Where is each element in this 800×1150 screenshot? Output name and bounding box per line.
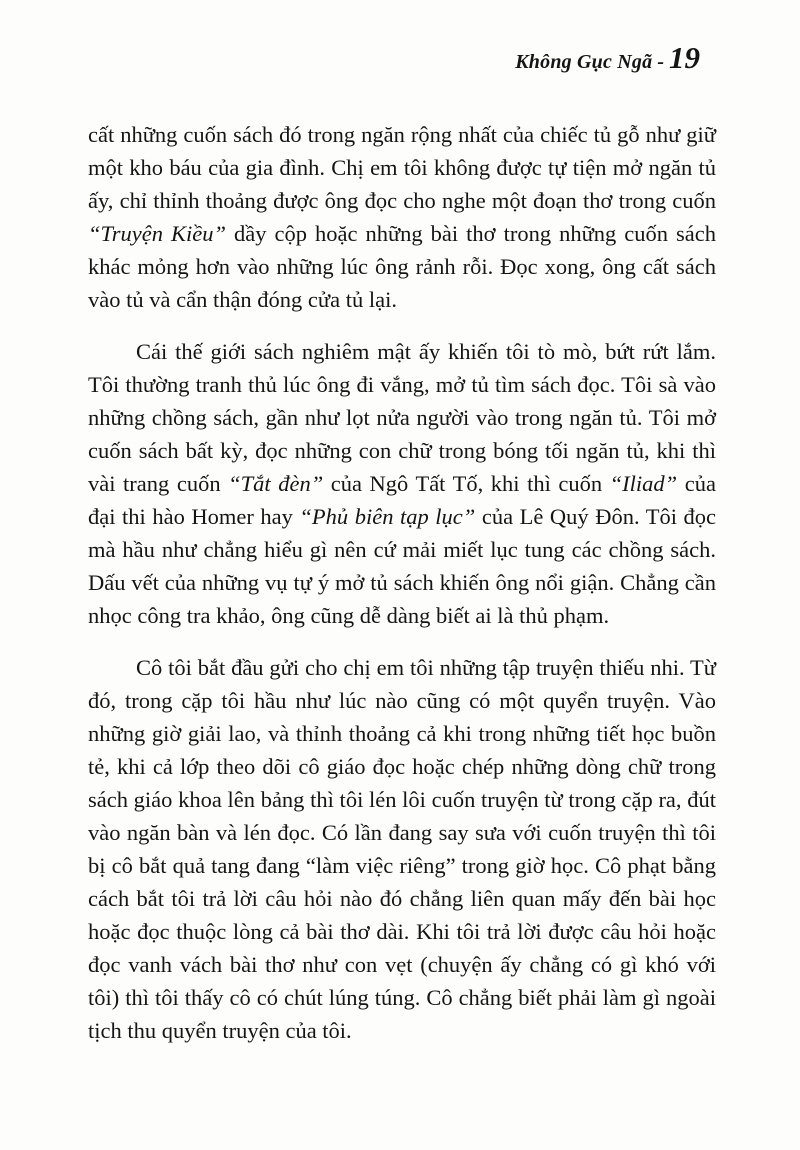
paragraph-1-text: dầy cộp hoặc những bài thơ trong những cuốn sách khác mỏng hơn vào những lúc ông rảnh rỗi. Đọc xong, ông cất sách vào tủ và cẩn thận đóng cửa tủ lại. xyxy=(88,221,716,312)
paragraph-2-text: của Lê Quý Đôn. Tôi đọc mà hầu như chẳng hiểu gì nên cứ mải miết lục tung các chồng sách. Dấu vết của những vụ tự ý mở tủ sách khiến ông nổi giận. Chẳng cần nhọc công tra khảo, ông cũng dễ dàng biết ai là thủ phạm. xyxy=(88,504,716,628)
paragraph-3-text: Cô tôi bắt đầu gửi cho chị em tôi những tập truyện thiếu nhi. Từ đó, trong cặp tôi hầu như lúc nào cũng có một quyển truyện. Vào những giờ giải lao, và thỉnh thoảng cả khi trong những tiết học buồn tẻ, khi cả lớp theo dõi cô giáo đọc hoặc chép những dòng chữ trong sách giáo khoa lên bảng thì tôi lén lôi cuốn truyện từ trong cặp ra, đút vào ngăn bàn và lén đọc. Có lần đang say sưa với cuốn truyện thì tôi bị cô bắt quả tang đang “làm việc riêng” trong giờ học. Cô phạt bằng cách bắt tôi trả lời câu hỏi nào đó chẳng liên quan mấy đến bài học hoặc đọc thuộc lòng cả bài thơ dài. Khi tôi trả lời được câu hỏi hoặc đọc vanh vách bài thơ như con vẹt (chuyện ấy chẳng có gì khó với tôi) thì tôi thấy cô có chút lúng túng. Cô chẳng biết phải làm gì ngoài tịch thu quyển truyện của tôi. xyxy=(88,655,716,1043)
paragraph-2-text: của đại thi hào Homer hay xyxy=(88,471,716,529)
book-title-phu-bien-tap-luc: “Phủ biên tạp lục” xyxy=(299,504,476,529)
header-separator: - xyxy=(652,51,669,73)
paragraph-1-text: cất những cuốn sách đó trong ngăn rộng nhất của chiếc tủ gỗ như giữ một kho báu của gia đình. Chị em tôi không được tự tiện mở ngăn tủ ấy, chỉ thỉnh thoảng được ông đọc cho nghe một đoạn thơ trong cuốn xyxy=(88,122,716,213)
running-header xyxy=(515,40,700,76)
book-title-tat-den: “Tắt đèn” xyxy=(228,471,324,496)
page-body xyxy=(88,118,716,1066)
running-title: Không Gục Ngã xyxy=(515,51,653,73)
book-title-iliad: “Iliad” xyxy=(609,471,678,496)
paragraph-3 xyxy=(88,651,716,1047)
book-title-truyen-kieu: “Truyện Kiều” xyxy=(88,221,227,246)
paragraph-2-text: Cái thế giới sách nghiêm mật ấy khiến tôi tò mò, bứt rứt lắm. Tôi thường tranh thủ lúc ông đi vắng, mở tủ tìm sách đọc. Tôi sà vào những chồng sách, gần như lọt nửa người vào trong ngăn tủ. Tôi mở cuốn sách bất kỳ, đọc những con chữ trong bóng tối ngăn tủ, khi thì vài trang cuốn xyxy=(88,339,716,496)
paragraph-2-text: của Ngô Tất Tố, khi thì cuốn xyxy=(323,471,610,496)
paragraph-2 xyxy=(88,335,716,632)
paragraph-1 xyxy=(88,118,716,316)
page-number: 19 xyxy=(669,40,700,75)
